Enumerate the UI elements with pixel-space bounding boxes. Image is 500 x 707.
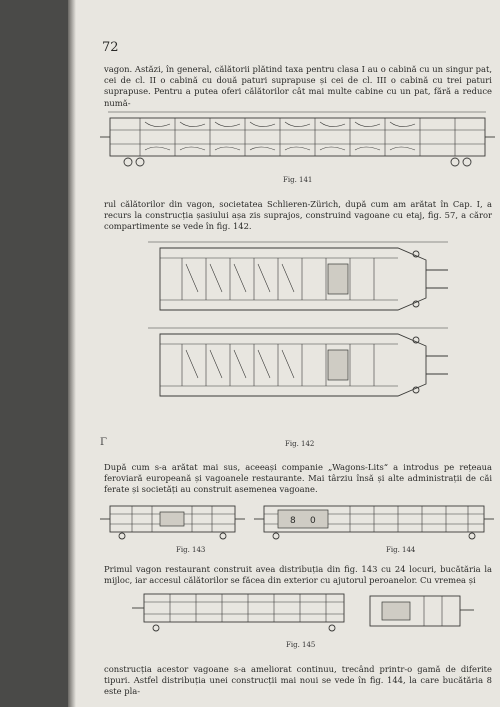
fig-144-caption: Fig. 144 [386, 546, 416, 554]
paragraph-1: vagon. Astăzi, în general, călătorii plătind taxa pentru clasa I au o cabină cu un singur pat, cei de cl. II o cabină cu două paturi suprapuse și cei de cl. III o cabină cu trei paturi suprapuse. Pentru a putea oferi călătorilor cât mai multe cabine cu un pat, fără a reduce numă- [104, 64, 492, 108]
figure-143 [100, 500, 245, 542]
fig-141-caption: Fig. 141 [283, 176, 313, 184]
fig-143-caption: Fig. 143 [176, 546, 206, 554]
fig-144-label-pantry: 0 [310, 516, 316, 526]
figure-141 [100, 108, 495, 170]
figure-144 [254, 500, 494, 542]
fig-144-label-kitchen: 8 [290, 516, 296, 526]
paragraph-3: După cum s-a arătat mai sus, aceeași companie „Wagons-Lits“ a introdus pe rețeaua feroviară europeană și vagoanele restaurante. Mai târziu însă și alte administrații de căi ferate și societăți au construit asemenea vagoane. [104, 462, 492, 495]
figure-142 [148, 234, 478, 434]
paragraph-2: rul călătorilor din vagon, societatea Schlieren-Zürich, după cum am arătat în Cap. I, a recurs la construcția șasiului așa zis suprajos, construind vagoane cu etaj, fig. 57, a căror compartimente se vede în fig. 142. [104, 199, 492, 232]
page-number: 72 [102, 40, 119, 55]
fig-145-caption: Fig. 145 [286, 641, 316, 649]
paragraph-5: construcția acestor vagoane s-a ameliorat continuu, trecând printr-o gamă de diferite tipuri. Astfel distribuția unei construcții mai noui se vede în fig. 144, la care bucătăria 8 este pla- [104, 664, 492, 697]
figure-145 [130, 588, 480, 636]
paragraph-4: Primul vagon restaurant construit avea distribuția din fig. 143 cu 24 locuri, bucătăria la mijloc, iar accesul călătorilor se făcea din exterior cu ajutorul peroanelor. Cu vremea și [104, 564, 492, 586]
margin-mark: Γ [100, 437, 107, 448]
fig-142-caption: Fig. 142 [285, 440, 315, 448]
